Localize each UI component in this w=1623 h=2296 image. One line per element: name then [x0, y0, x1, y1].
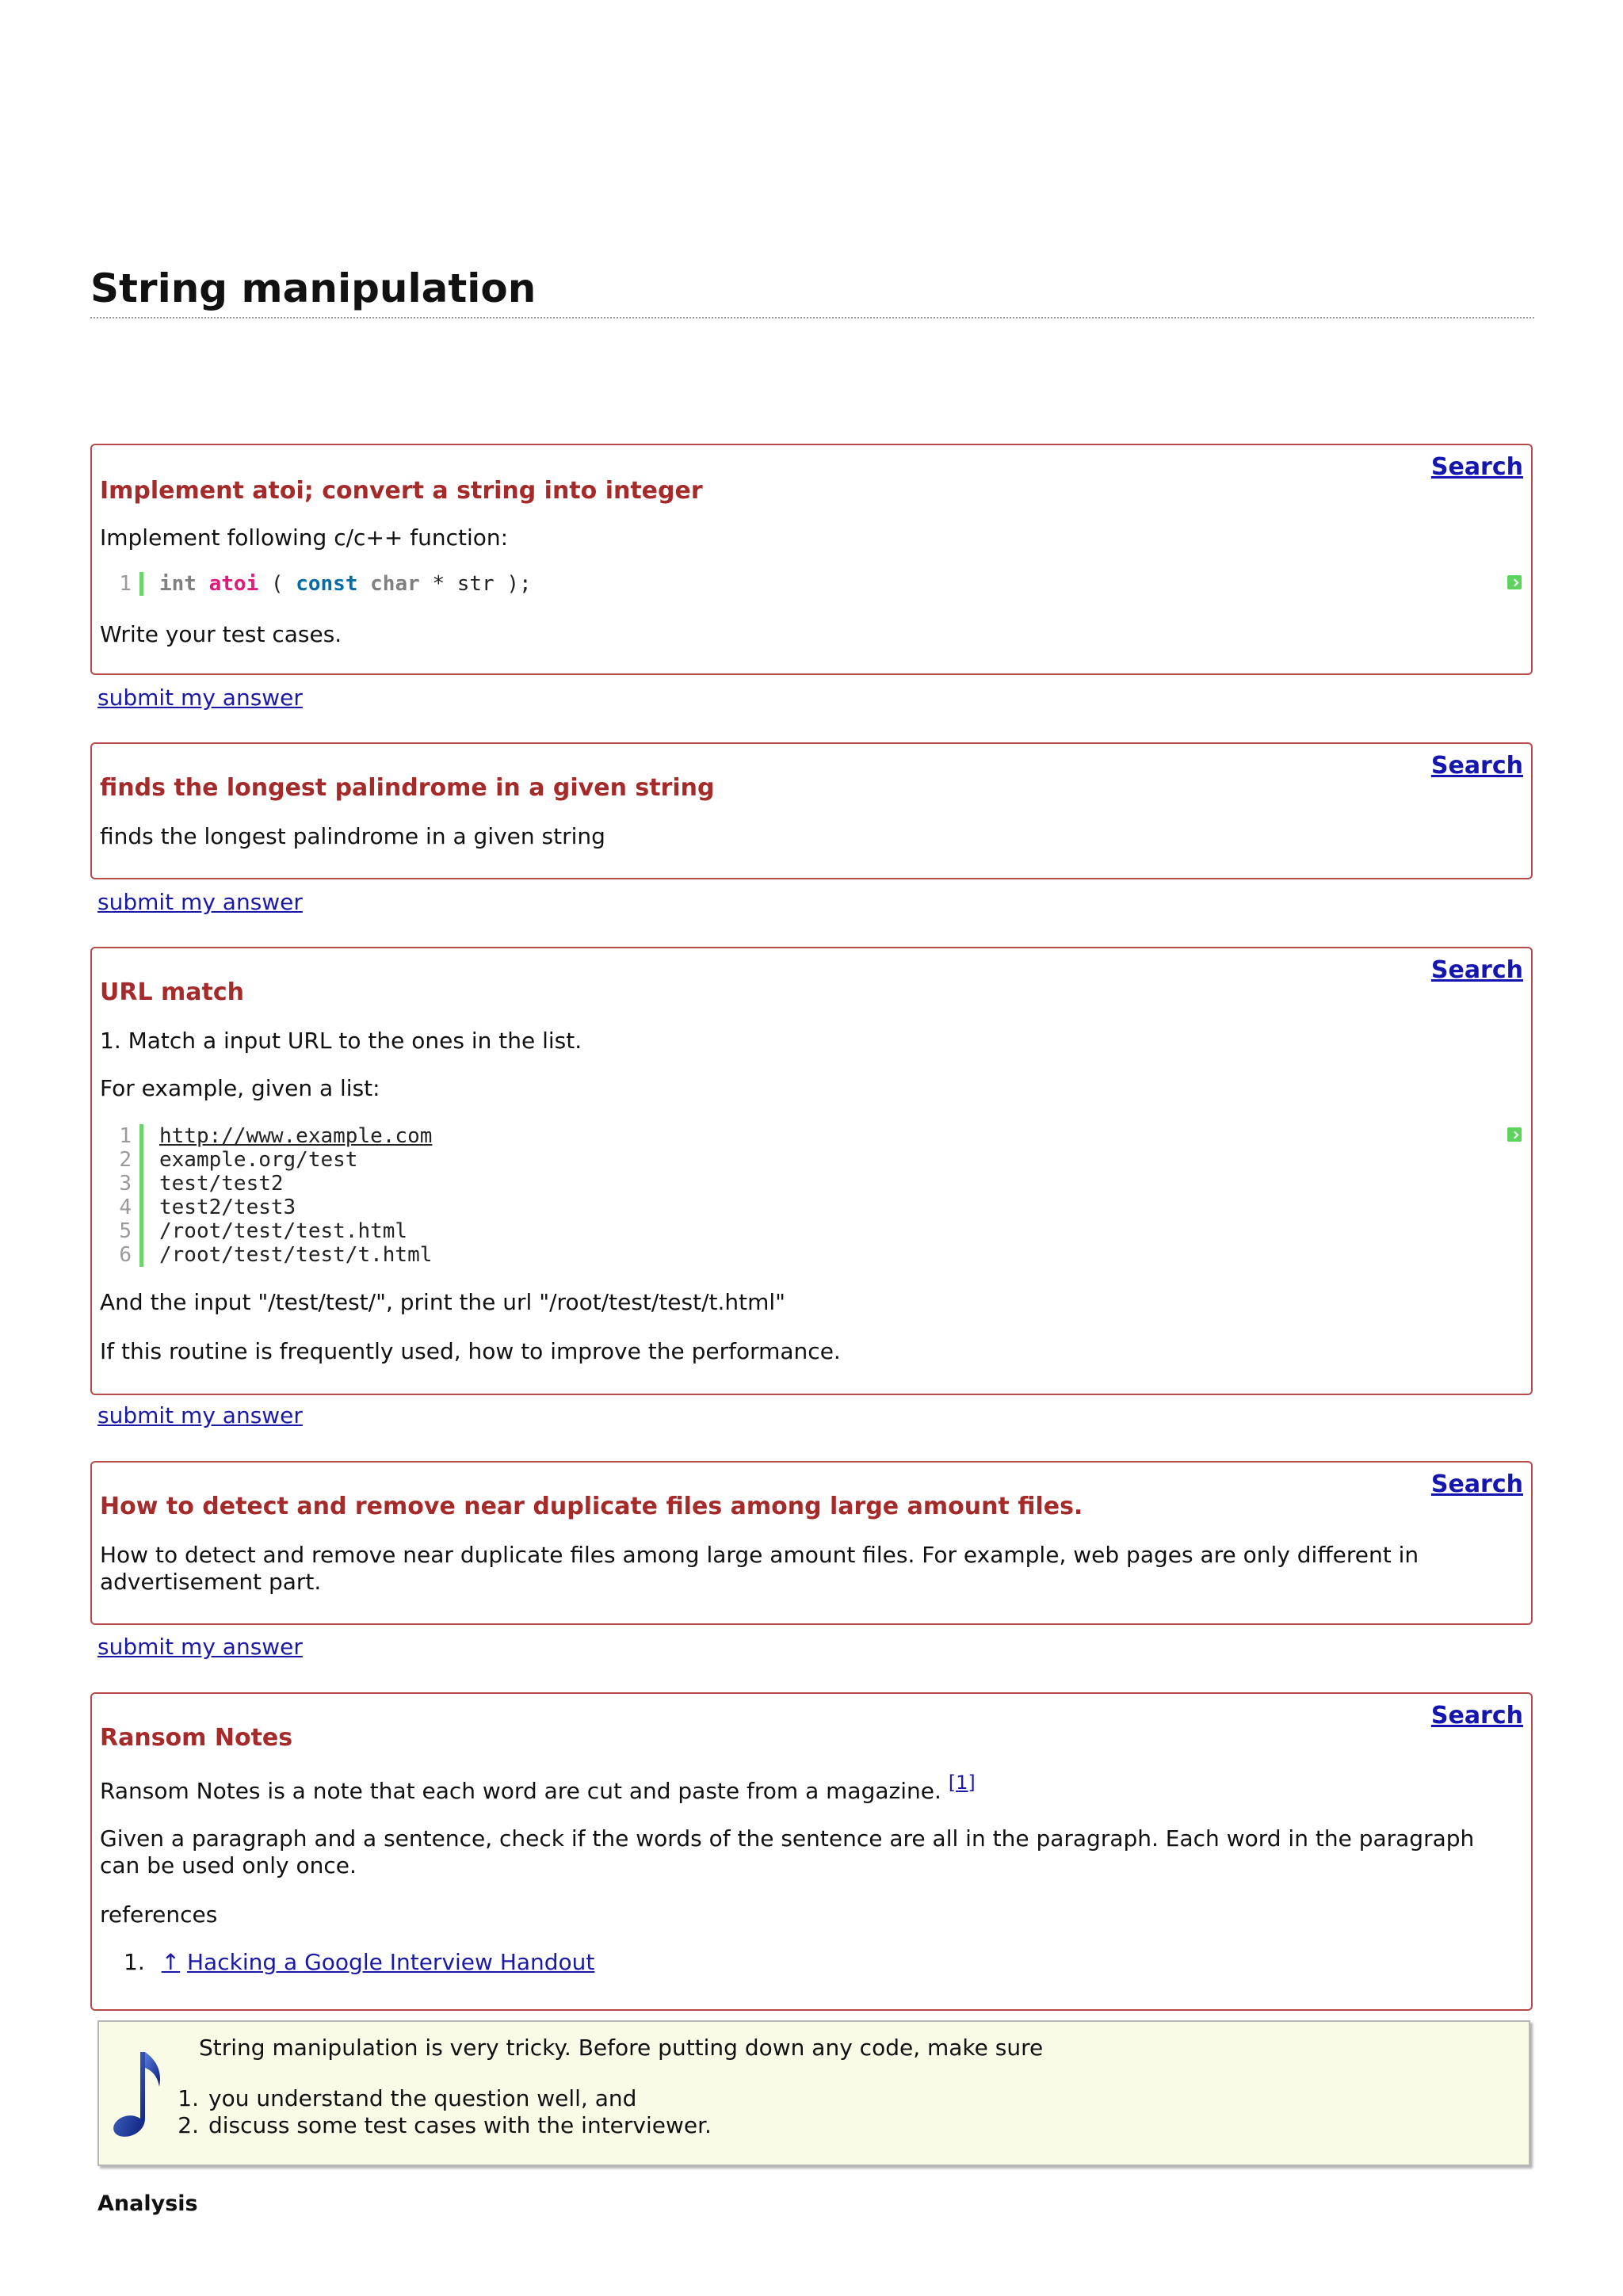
line-number: 4: [108, 1196, 143, 1219]
code-token: str: [456, 572, 495, 596]
references-heading: references: [100, 1901, 218, 1928]
search-link[interactable]: Search: [1430, 453, 1523, 481]
question-text: For example, given a list:: [100, 1075, 380, 1101]
note-item-number: 2.: [178, 2112, 199, 2138]
question-text: Implement following c/c++ function:: [100, 524, 509, 551]
submit-answer-link[interactable]: submit my answer: [97, 685, 303, 711]
note-intro: String manipulation is very tricky. Before putting down any code, make sure: [199, 2035, 1044, 2061]
copy-code-icon[interactable]: [1507, 1127, 1522, 1142]
line-number: 3: [108, 1172, 143, 1196]
code-token: (: [270, 572, 284, 596]
question-box: [90, 444, 1533, 675]
question-text-span: Ransom Notes is a note that each word are cut and paste from a magazine.: [100, 1778, 941, 1804]
question-title: Implement atoi; convert a string into integer: [100, 477, 703, 505]
question-box: [90, 1692, 1533, 2011]
reference-item: [124, 1949, 1515, 1976]
question-text: finds the longest palindrome in a given string: [100, 823, 605, 849]
line-number: 1: [108, 1124, 143, 1148]
question-text: How to detect and remove near duplicate files among large amount files. For example, web pages are only different in advertisement part.: [100, 1542, 1419, 1595]
code-line: /root/test/test/t.html: [159, 1243, 433, 1267]
question-text: [100, 1772, 1515, 1806]
question-title: Ransom Notes: [100, 1724, 293, 1752]
reference-link[interactable]: Hacking a Google Interview Handout: [187, 1949, 595, 1975]
code-line: test2/test3: [159, 1196, 296, 1219]
back-arrow-link[interactable]: ↑: [161, 1949, 181, 1975]
code-block: [108, 1124, 432, 1267]
submit-answer-link[interactable]: submit my answer: [97, 1634, 303, 1660]
footnote-link[interactable]: [1]: [948, 1772, 976, 1794]
code-block: [108, 572, 532, 596]
question-title: finds the longest palindrome in a given string: [100, 774, 715, 802]
note-item: [159, 2085, 712, 2112]
line-number: 6: [108, 1243, 143, 1267]
question-box: [90, 742, 1533, 879]
question-box: [90, 947, 1533, 1395]
question-text: Write your test cases.: [100, 621, 342, 647]
question-text: 1. Match a input URL to the ones in the list.: [100, 1028, 582, 1054]
reference-number: 1.: [124, 1949, 145, 1975]
submit-answer-link[interactable]: submit my answer: [97, 889, 303, 915]
code-token: char: [370, 572, 420, 596]
page-title: String manipulation: [90, 261, 1534, 318]
search-link[interactable]: Search: [1430, 752, 1523, 780]
code-line: example.org/test: [159, 1148, 358, 1172]
code-token: );: [506, 572, 532, 596]
code-line[interactable]: http://www.example.com: [159, 1124, 433, 1148]
line-number: 5: [108, 1219, 143, 1243]
code-line: test/test2: [159, 1172, 284, 1196]
question-title: URL match: [100, 978, 245, 1006]
code-token: const: [296, 572, 358, 596]
line-number: 2: [108, 1148, 143, 1172]
question-text: And the input "/test/test/", print the url "/root/test/test/t.html": [100, 1289, 786, 1315]
search-link[interactable]: Search: [1430, 1702, 1523, 1730]
analysis-heading: Analysis: [97, 2191, 198, 2216]
note-list: [159, 2085, 712, 2139]
note-item-text: you understand the question well, and: [208, 2085, 637, 2111]
search-link[interactable]: Search: [1430, 1470, 1523, 1498]
line-number: 1: [108, 572, 143, 596]
submit-answer-link[interactable]: submit my answer: [97, 1402, 303, 1428]
question-text: Given a paragraph and a sentence, check if the words of the sentence are all in the paragraph. Each word in the paragraph can be used only once.: [100, 1825, 1475, 1878]
code-token: *: [432, 572, 445, 596]
note-item-number: 1.: [178, 2085, 199, 2111]
note-item-text: discuss some test cases with the interviewer.: [208, 2112, 712, 2138]
code-token: int: [159, 572, 197, 596]
tip-note: [97, 2020, 1530, 2166]
music-note-icon: [109, 2049, 164, 2144]
copy-code-icon[interactable]: [1507, 575, 1522, 589]
question-title: How to detect and remove near duplicate files among large amount files.: [100, 1493, 1083, 1520]
code-token: atoi: [208, 572, 259, 596]
question-text: If this routine is frequently used, how to improve the performance.: [100, 1338, 841, 1364]
note-item: [159, 2112, 712, 2139]
question-box: [90, 1461, 1533, 1625]
search-link[interactable]: Search: [1430, 956, 1523, 984]
code-line: /root/test/test.html: [159, 1219, 408, 1243]
